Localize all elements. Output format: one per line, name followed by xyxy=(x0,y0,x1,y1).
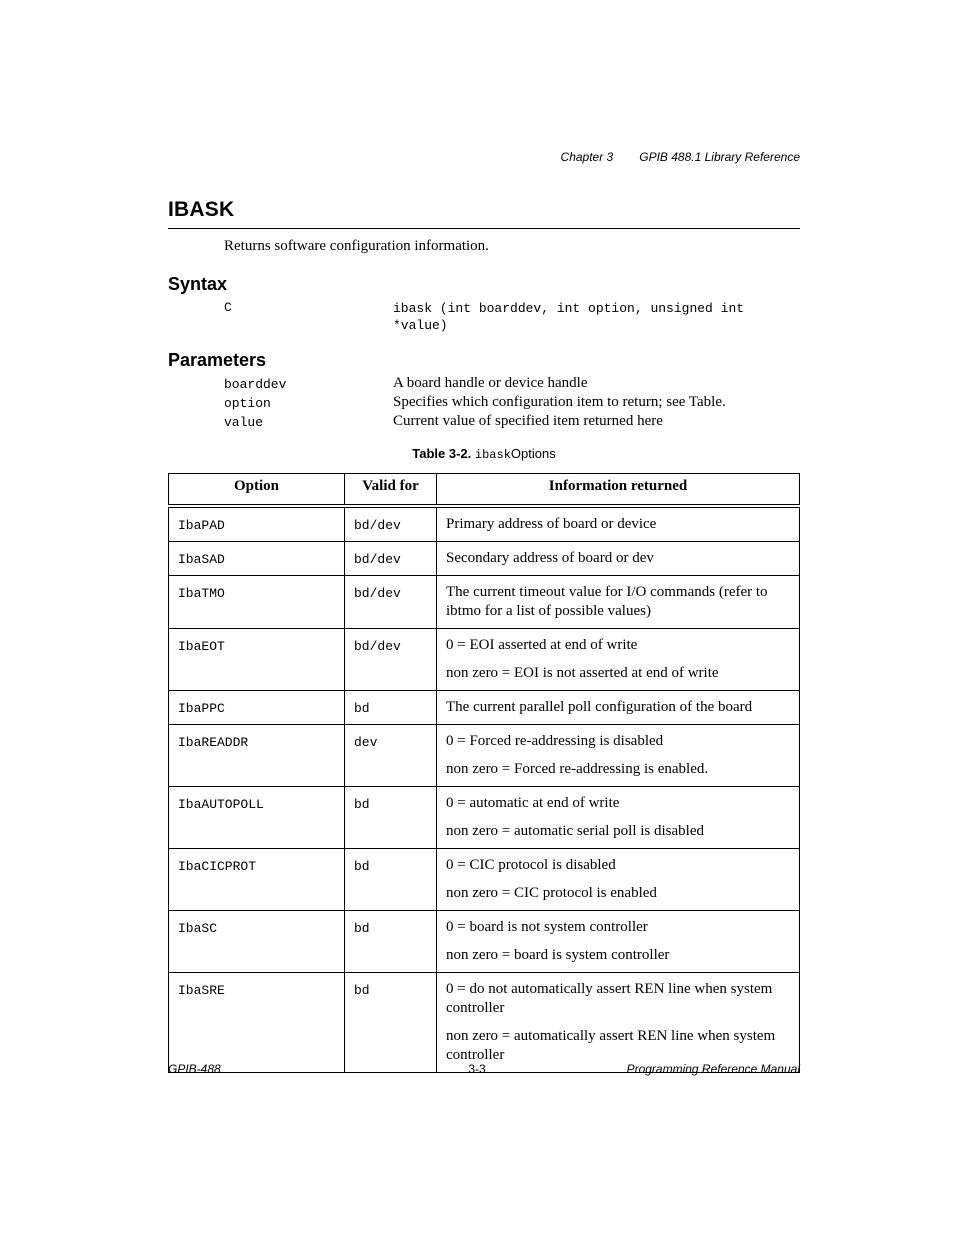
option-cell: IbaAUTOPOLL xyxy=(169,787,345,849)
table-row xyxy=(169,725,800,787)
valid-for-cell: bd xyxy=(345,849,437,911)
header-section: GPIB 488.1 Library Reference xyxy=(639,150,800,164)
title-divider xyxy=(168,228,800,229)
info-line: 0 = do not automatically assert REN line when system controller xyxy=(446,981,773,1016)
valid-for-cell: bd xyxy=(345,911,437,973)
option-cell: IbaPAD xyxy=(169,506,345,542)
info-line: 0 = Forced re-addressing is disabled xyxy=(446,733,664,749)
parameter-description: Specifies which configuration item to return; see Table. xyxy=(393,394,726,410)
info-line: Secondary address of board or dev xyxy=(446,550,654,566)
info-line: non zero = automatically assert REN line when system controller xyxy=(446,1028,776,1063)
valid-for-cell: bd xyxy=(345,973,437,1073)
option-cell: IbaREADDR xyxy=(169,725,345,787)
footer-page-number: 3-3 xyxy=(468,1062,486,1076)
syntax-prototype xyxy=(393,300,744,334)
info-line: 0 = CIC protocol is disabled xyxy=(446,857,616,873)
info-cell xyxy=(437,691,800,725)
parameter-name: boarddev xyxy=(224,377,287,392)
info-line: non zero = board is system controller xyxy=(446,947,670,963)
info-line: non zero = Forced re-addressing is enabled. xyxy=(446,761,709,777)
parameter-row xyxy=(224,413,800,432)
valid-for-cell: bd/dev xyxy=(345,506,437,542)
info-line: The current timeout value for I/O commands (refer to ibtmo for a list of possible values) xyxy=(446,584,768,619)
parameters-heading: Parameters xyxy=(168,350,267,370)
syntax-line-1: ibask (int boarddev, int option, unsigned int xyxy=(393,301,745,316)
option-cell: IbaCICPROT xyxy=(169,849,345,911)
info-cell xyxy=(437,725,800,787)
column-header-option: Option xyxy=(169,474,345,507)
valid-for-cell: bd xyxy=(345,787,437,849)
syntax-heading: Syntax xyxy=(168,274,228,294)
info-line: 0 = EOI asserted at end of write xyxy=(446,637,638,653)
info-line: The current parallel poll configuration of the board xyxy=(446,699,753,715)
table-caption xyxy=(168,446,800,462)
info-line: non zero = automatic serial poll is disabled xyxy=(446,823,704,839)
table-caption-code: ibask xyxy=(474,448,511,462)
info-line: non zero = EOI is not asserted at end of write xyxy=(446,665,719,681)
option-cell: IbaSAD xyxy=(169,542,345,576)
info-line: 0 = automatic at end of write xyxy=(446,795,620,811)
syntax-line-2: *value) xyxy=(393,318,448,333)
table-row xyxy=(169,691,800,725)
valid-for-cell: bd/dev xyxy=(345,576,437,629)
table-caption-text: Options xyxy=(510,446,556,461)
parameter-name: option xyxy=(224,396,271,411)
valid-for-cell: bd/dev xyxy=(345,542,437,576)
parameter-row xyxy=(224,394,800,413)
parameter-description: A board handle or device handle xyxy=(393,375,588,391)
column-header-information: Information returned xyxy=(437,474,800,507)
running-header xyxy=(561,150,800,164)
option-cell: IbaEOT xyxy=(169,629,345,691)
info-line: Primary address of board or device xyxy=(446,516,657,532)
option-cell: IbaPPC xyxy=(169,691,345,725)
footer-manual-title: Programming Reference Manual xyxy=(626,1062,800,1076)
option-cell: IbaTMO xyxy=(169,576,345,629)
column-header-valid-for: Valid for xyxy=(345,474,437,507)
table-row xyxy=(169,911,800,973)
table-header-row xyxy=(169,474,800,507)
options-table xyxy=(168,473,800,1073)
table-row xyxy=(169,849,800,911)
info-cell xyxy=(437,542,800,576)
parameter-name: value xyxy=(224,415,264,430)
footer-product: GPIB-488 xyxy=(168,1062,221,1076)
info-cell xyxy=(437,973,800,1073)
valid-for-cell: bd xyxy=(345,691,437,725)
parameter-description: Current value of specified item returned here xyxy=(393,413,663,429)
parameter-row xyxy=(224,375,800,394)
option-cell: IbaSC xyxy=(169,911,345,973)
page-title: IBASK xyxy=(168,198,235,221)
info-cell xyxy=(437,911,800,973)
info-line: 0 = board is not system controller xyxy=(446,919,648,935)
info-cell xyxy=(437,629,800,691)
info-cell xyxy=(437,506,800,542)
syntax-language: C xyxy=(224,300,232,315)
table-row xyxy=(169,787,800,849)
table-row xyxy=(169,506,800,542)
info-cell xyxy=(437,576,800,629)
info-cell xyxy=(437,787,800,849)
table-row xyxy=(169,576,800,629)
table-row xyxy=(169,973,800,1073)
option-cell: IbaSRE xyxy=(169,973,345,1073)
table-row xyxy=(169,629,800,691)
function-description: Returns software configuration information. xyxy=(224,238,489,254)
info-cell xyxy=(437,849,800,911)
valid-for-cell: dev xyxy=(345,725,437,787)
valid-for-cell: bd/dev xyxy=(345,629,437,691)
table-caption-label: Table 3-2. xyxy=(412,446,472,461)
info-line: non zero = CIC protocol is enabled xyxy=(446,885,657,901)
header-chapter: Chapter 3 xyxy=(560,150,614,164)
table-row xyxy=(169,542,800,576)
